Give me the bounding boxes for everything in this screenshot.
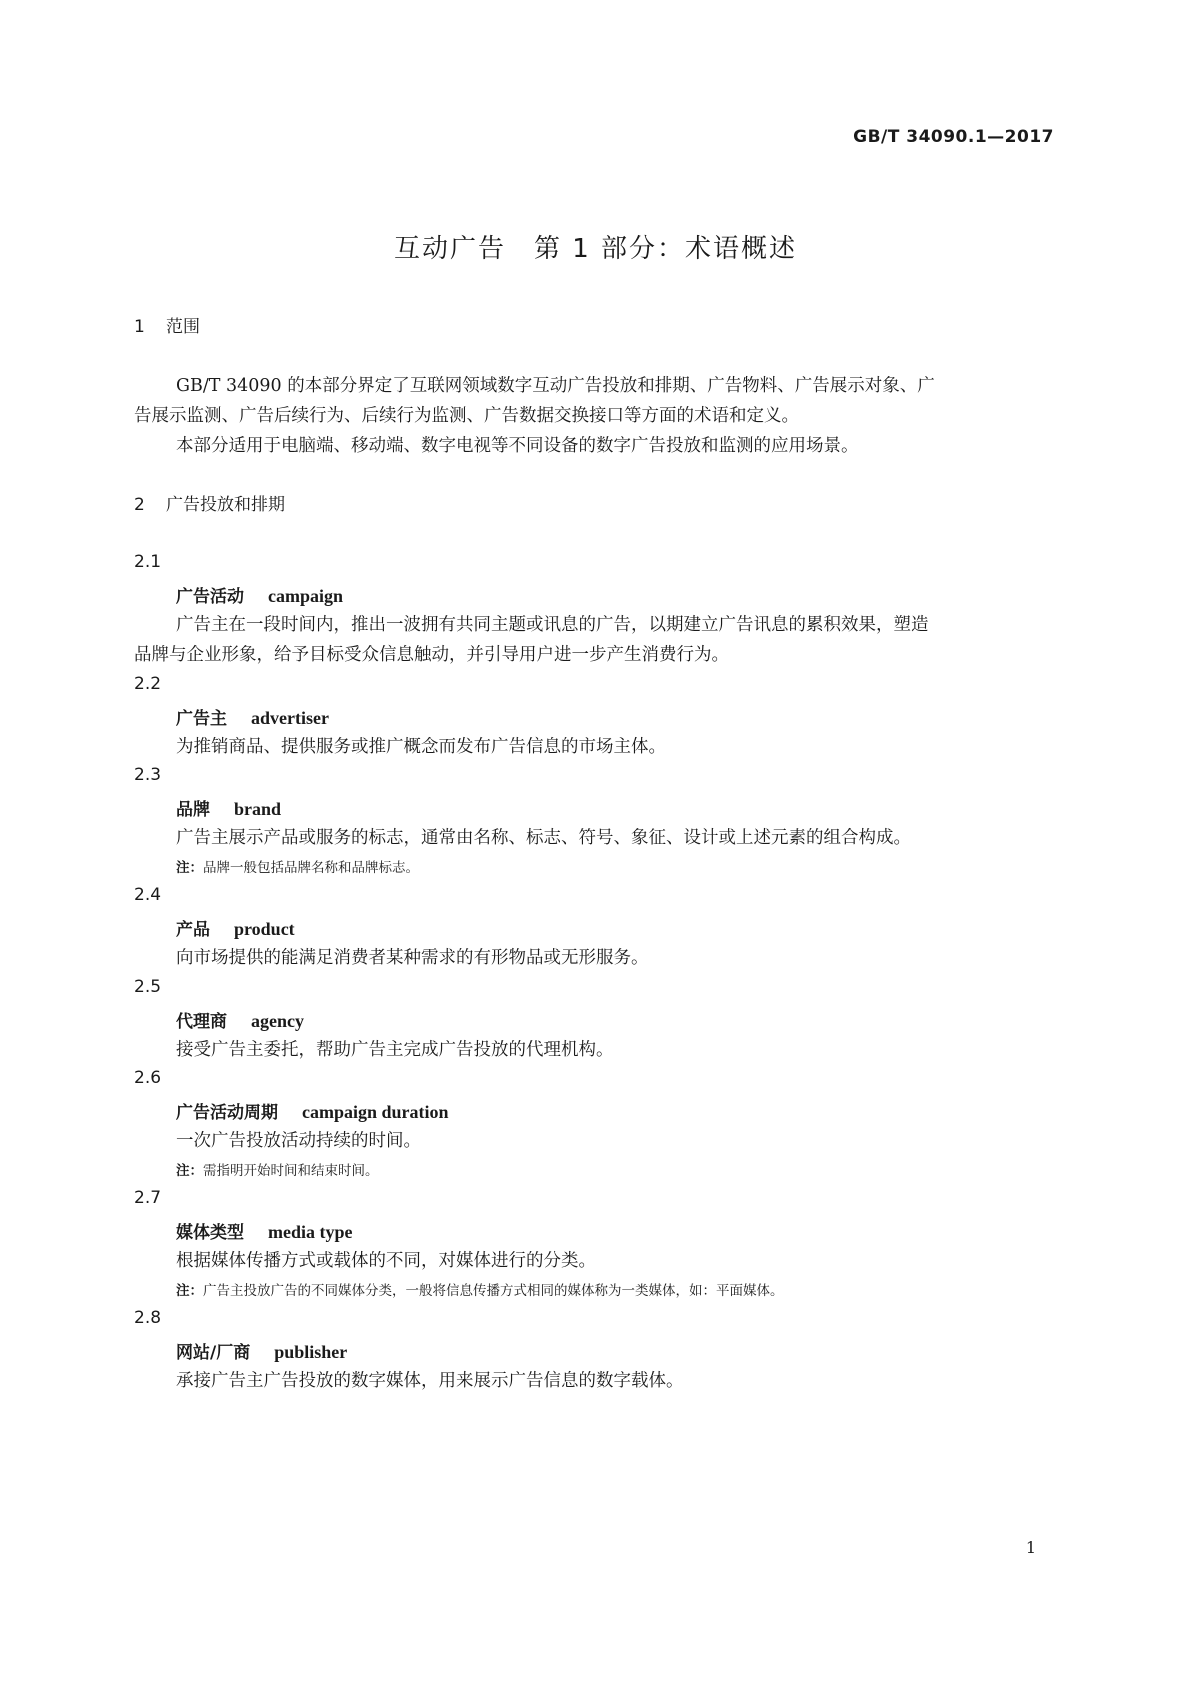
term-note bbox=[176, 1159, 379, 1179]
term-heading bbox=[176, 704, 329, 729]
term-definition: 广告主在一段时间内，推出一波拥有共同主题或讯息的广告，以期建立广告讯息的累积效果，塑造 bbox=[176, 615, 929, 635]
note-label: 注： bbox=[176, 1283, 203, 1299]
term-en: product bbox=[234, 919, 295, 939]
section-title: 范围 bbox=[166, 317, 200, 337]
term-en: brand bbox=[234, 799, 282, 819]
term-heading bbox=[176, 915, 295, 940]
term-number: 2.3 bbox=[134, 765, 162, 785]
term-zh: 广告活动周期 bbox=[176, 1103, 278, 1123]
term-number: 2.8 bbox=[134, 1308, 162, 1328]
term-zh: 广告活动 bbox=[176, 587, 244, 607]
term-number: 2.1 bbox=[134, 552, 162, 572]
section-number: 1 bbox=[134, 317, 145, 337]
standard-number: GB/T 34090.1—2017 bbox=[853, 127, 1054, 147]
term-heading bbox=[176, 582, 343, 607]
term-zh: 代理商 bbox=[176, 1012, 227, 1032]
term-number: 2.6 bbox=[134, 1068, 162, 1088]
term-definition: 品牌与企业形象，给予目标受众信息触动，并引导用户进一步产生消费行为。 bbox=[134, 645, 729, 665]
paragraph: 告展示监测、广告后续行为、后续行为监测、广告数据交换接口等方面的术语和定义。 bbox=[134, 406, 799, 426]
term-en: agency bbox=[251, 1011, 304, 1031]
note-text: 品牌一般包括品牌名称和品牌标志。 bbox=[203, 860, 419, 876]
term-heading bbox=[176, 795, 281, 820]
term-number: 2.7 bbox=[134, 1188, 162, 1208]
term-zh: 品牌 bbox=[176, 800, 210, 820]
term-definition: 承接广告主广告投放的数字媒体，用来展示广告信息的数字载体。 bbox=[176, 1371, 684, 1391]
term-definition: 广告主展示产品或服务的标志，通常由名称、标志、符号、象征、设计或上述元素的组合构成。 bbox=[176, 828, 911, 848]
note-label: 注： bbox=[176, 860, 203, 876]
page-number: 1 bbox=[1025, 1538, 1036, 1557]
term-number: 2.4 bbox=[134, 885, 162, 905]
section-heading bbox=[134, 490, 285, 515]
term-definition: 接受广告主委托，帮助广告主完成广告投放的代理机构。 bbox=[176, 1040, 614, 1060]
term-definition: 为推销商品、提供服务或推广概念而发布广告信息的市场主体。 bbox=[176, 737, 666, 757]
term-definition: 根据媒体传播方式或载体的不同，对媒体进行的分类。 bbox=[176, 1251, 596, 1271]
term-definition: 向市场提供的能满足消费者某种需求的有形物品或无形服务。 bbox=[176, 948, 649, 968]
term-en: media type bbox=[268, 1222, 353, 1242]
term-en: campaign duration bbox=[302, 1102, 449, 1122]
term-zh: 媒体类型 bbox=[176, 1223, 244, 1243]
page-title: 互动广告 第 1 部分：术语概述 bbox=[393, 234, 798, 264]
term-number: 2.2 bbox=[134, 674, 162, 694]
section-heading bbox=[134, 312, 200, 337]
term-definition: 一次广告投放活动持续的时间。 bbox=[176, 1131, 421, 1151]
paragraph: GB/T 34090 的本部分界定了互联网领域数字互动广告投放和排期、广告物料、广告展示对象、广 bbox=[176, 376, 935, 396]
term-en: campaign bbox=[268, 586, 344, 606]
note-label: 注： bbox=[176, 1163, 203, 1179]
term-en: advertiser bbox=[251, 708, 329, 728]
section-number: 2 bbox=[134, 495, 145, 515]
term-zh: 广告主 bbox=[176, 709, 227, 729]
term-heading bbox=[176, 1338, 347, 1363]
section-title: 广告投放和排期 bbox=[166, 495, 285, 515]
term-zh: 产品 bbox=[176, 920, 210, 940]
term-zh: 网站/厂商 bbox=[176, 1343, 251, 1363]
note-text: 需指明开始时间和结束时间。 bbox=[203, 1163, 379, 1179]
paragraph: 本部分适用于电脑端、移动端、数字电视等不同设备的数字广告投放和监测的应用场景。 bbox=[176, 436, 859, 456]
term-note bbox=[176, 856, 419, 876]
term-heading bbox=[176, 1098, 449, 1123]
term-en: publisher bbox=[274, 1342, 348, 1362]
term-note bbox=[176, 1279, 784, 1299]
term-heading bbox=[176, 1218, 353, 1243]
note-text: 广告主投放广告的不同媒体分类，一般将信息传播方式相同的媒体称为一类媒体，如：平面媒体。 bbox=[203, 1283, 784, 1299]
term-number: 2.5 bbox=[134, 977, 162, 997]
term-heading bbox=[176, 1007, 304, 1032]
